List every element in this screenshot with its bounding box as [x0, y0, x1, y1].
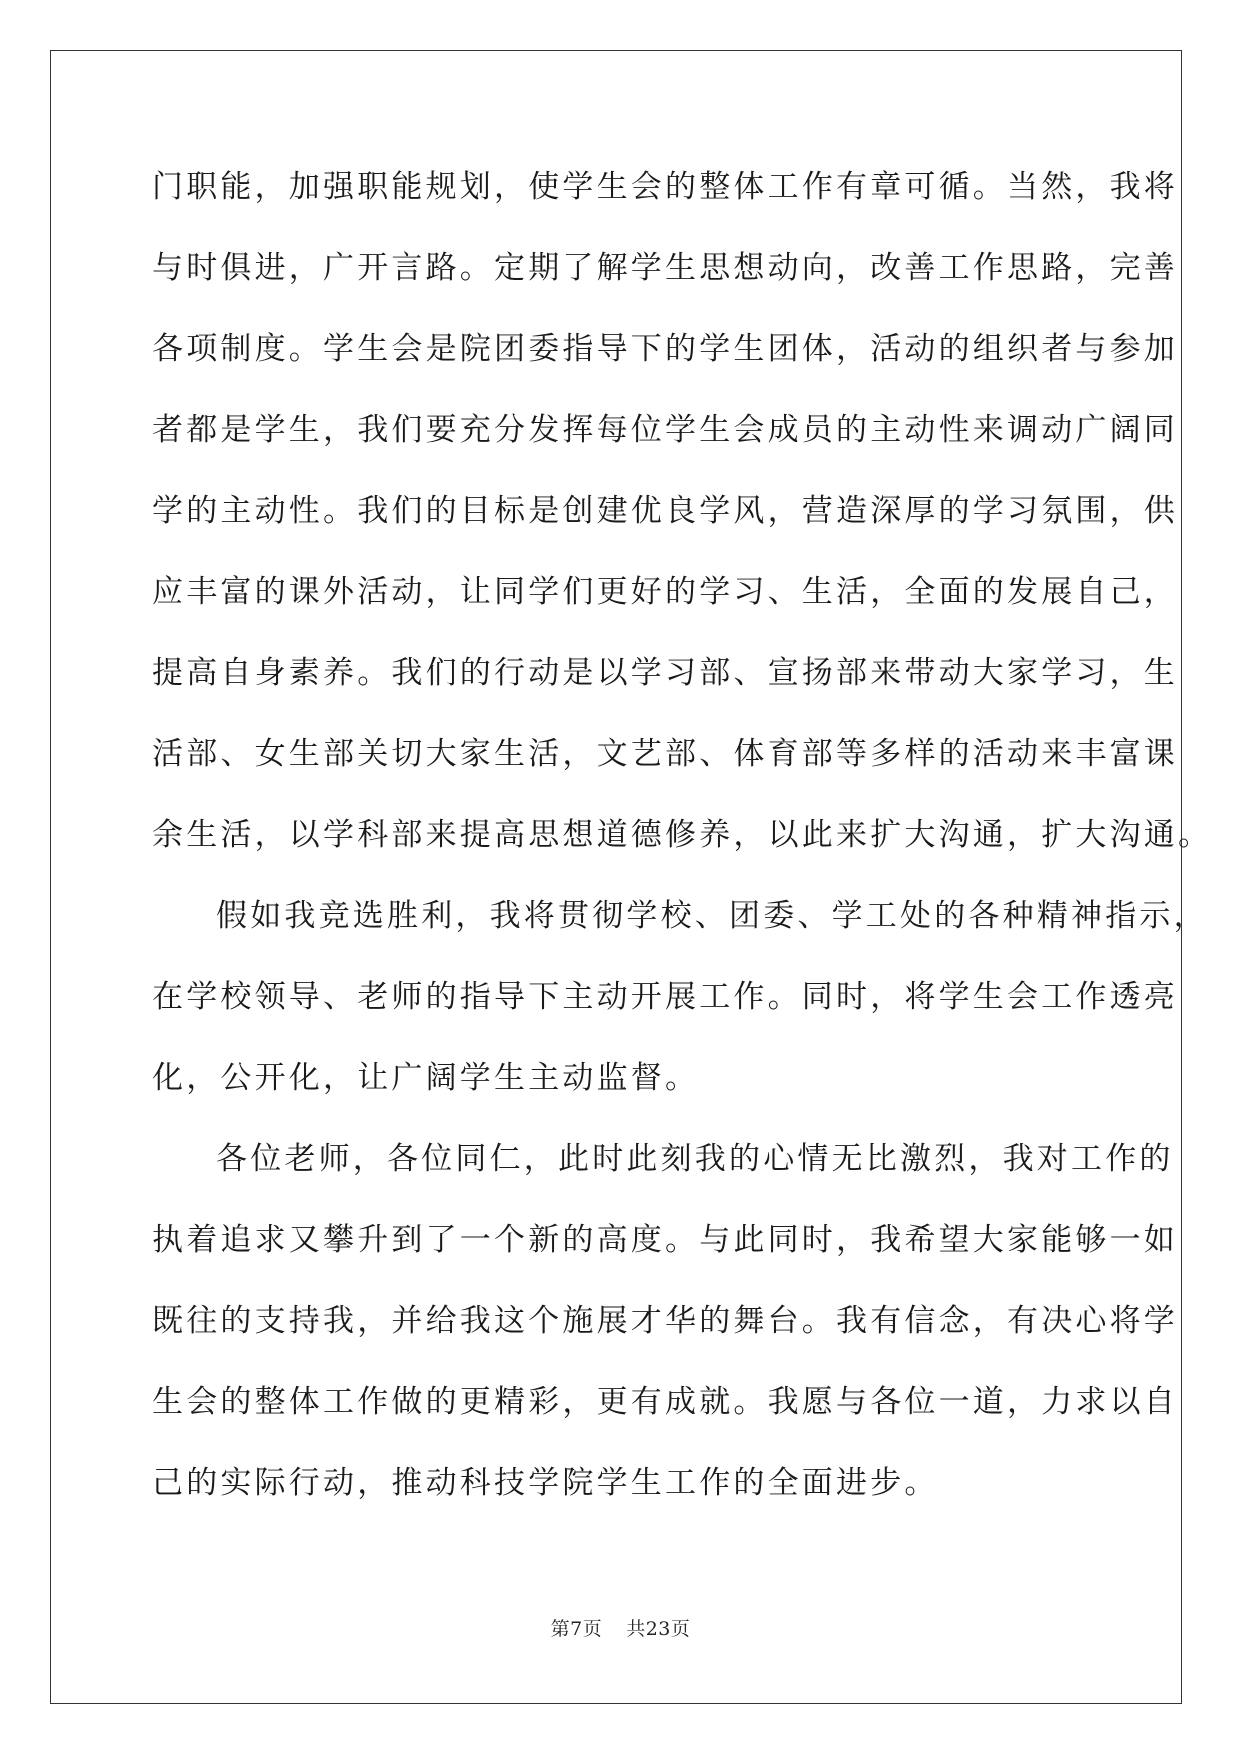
page-footer — [0, 1614, 1241, 1641]
text-line: 提高自身素养。我们的行动是以学习部、宣扬部来带动大家学习，生 — [152, 655, 1178, 691]
page-number-total: 共23页 — [626, 1618, 691, 1640]
text-line: 应丰富的课外活动，让同学们更好的学习、生活，全面的发展自己， — [152, 574, 1178, 610]
text-line: 化，公开化，让广阔学生主动监督。 — [152, 1060, 700, 1096]
text-line: 活部、女生部关切大家生活，文艺部、体育部等多样的活动来丰富课 — [152, 736, 1178, 772]
text-line: 门职能，加强职能规划，使学生会的整体工作有章可循。当然，我将 — [152, 169, 1178, 205]
text-line: 各项制度。学生会是院团委指导下的学生团体，活动的组织者与参加 — [152, 331, 1178, 367]
text-line: 生会的整体工作做的更精彩，更有成就。我愿与各位一道，力求以自 — [152, 1384, 1178, 1420]
text-line: 者都是学生，我们要充分发挥每位学生会成员的主动性来调动广阔同 — [152, 412, 1178, 448]
paragraph-start-line: 假如我竞选胜利，我将贯彻学校、团委、学工处的各种精神指示， — [216, 898, 1208, 934]
text-line: 学的主动性。我们的目标是创建优良学风，营造深厚的学习氛围，供 — [152, 493, 1178, 529]
page-number-current: 第7页 — [550, 1618, 603, 1640]
text-line: 既往的支持我，并给我这个施展才华的舞台。我有信念，有决心将学 — [152, 1303, 1178, 1339]
document-body — [152, 160, 1213, 1537]
text-line: 己的实际行动，推动科技学院学生工作的全面进步。 — [152, 1465, 939, 1501]
text-line: 在学校领导、老师的指导下主动开展工作。同时，将学生会工作透亮 — [152, 979, 1178, 1015]
text-line: 执着追求又攀升到了一个新的高度。与此同时，我希望大家能够一如 — [152, 1222, 1178, 1258]
text-line: 与时俱进，广开言路。定期了解学生思想动向，改善工作思路，完善 — [152, 250, 1178, 286]
paragraph-start-line: 各位老师，各位同仁，此时此刻我的心情无比激烈，我对工作的 — [216, 1141, 1174, 1177]
text-line: 余生活，以学科部来提高思想道德修养，以此来扩大沟通，扩大沟通。 — [152, 817, 1213, 853]
